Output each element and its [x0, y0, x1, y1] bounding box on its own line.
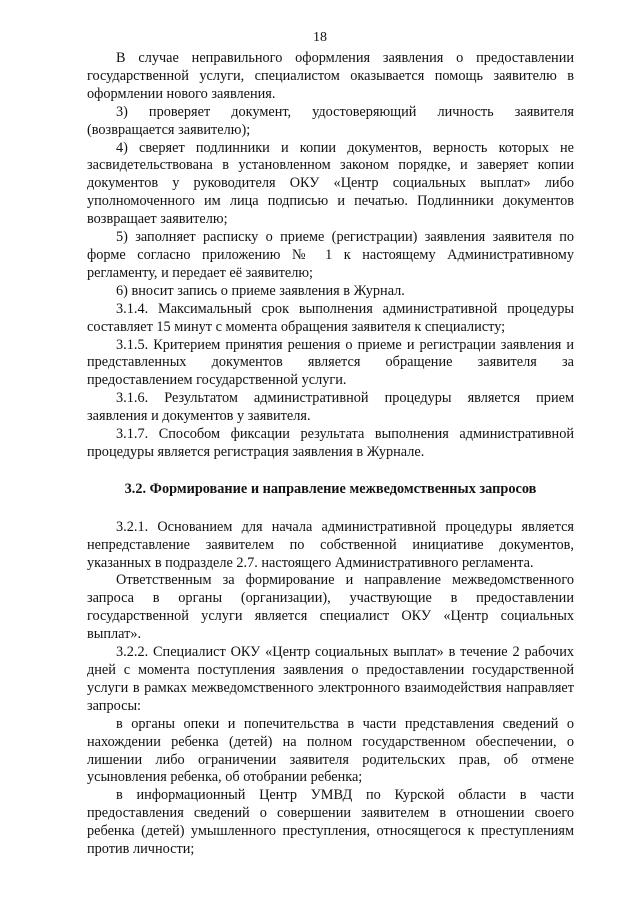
paragraph: 6) вносит запись о приеме заявления в Журнал. [116, 282, 405, 299]
paragraph: в информационный Центр УМВД по Курской области в части предоставления сведений о совершении заявителем в отношении своего ребенка (детей) умышленного преступления, относящегося к преступлениям против личности; [87, 787, 574, 858]
paragraph: 3.1.4. Максимальный срок выполнения административной процедуры составляет 15 минут с момента обращения заявителя к специалисту; [87, 300, 574, 335]
paragraph: 4) сверяет подлинники и копии документов, верность которых не засвидетельствована в установленном законом порядке, и заверяет копии документов у руководителя ОКУ «Центр социальных выплат» либо уполномоченного им лица подписью и печатью. Подлинники документов возвращает заявителю; [87, 139, 574, 228]
page-number: 18 [313, 30, 327, 45]
paragraph: 3.1.7. Способом фиксации результата выполнения административной процедуры является регистрация заявления в Журнале. [87, 426, 574, 460]
paragraph: 3.2.2. Специалист ОКУ «Центр социальных выплат» в течение 2 рабочих дней с момента поступления заявления о предоставлении государственной услуги в рамках межведомственного электронного взаимодействия направляет запросы: [87, 644, 574, 714]
paragraph: 3.1.5. Критерием принятия решения о приеме и регистрации заявления и представленных документов является обращение заявителя за предоставлением государственной услуги. [87, 336, 574, 389]
paragraph: 5) заполняет расписку о приеме (регистрации) заявления заявителя по форме согласно приложению № 1 к настоящему Административному регламенту, и передает её заявителю; [87, 229, 574, 281]
paragraph: 3.1.6. Результатом административной процедуры является прием заявления и документов у заявителя. [87, 390, 574, 425]
paragraph: 3) проверяет документ, удостоверяющий личность заявителя (возвращается заявителю); [87, 103, 574, 138]
paragraph: Ответственным за формирование и направление межведомственного запроса в органы (организации), участвующие в предоставлении государственной услуги является специалист ОКУ «Центр социальных выплат». [87, 572, 574, 643]
paragraph: В случае неправильного оформления заявления о предоставлении государственной услуги, специалистом оказывается помощь заявителю в оформлении нового заявления. [87, 50, 574, 102]
document-body [87, 50, 574, 859]
paragraph: 3.2.1. Основанием для начала административной процедуры является непредставление заявителем по собственной инициативе документов, указанных в подразделе 2.7. настоящего Административного регламента. [87, 518, 574, 571]
paragraph: в органы опеки и попечительства в части представления сведений о нахождении ребенка (детей) на полном государственном обеспечении, о лишении либо ограничении заявителя родительских прав, об отмене усыновления ребенка, об отобрании ребенка; [87, 715, 574, 786]
section-heading: 3.2. Формирование и направление межведомственных запросов [124, 480, 537, 497]
